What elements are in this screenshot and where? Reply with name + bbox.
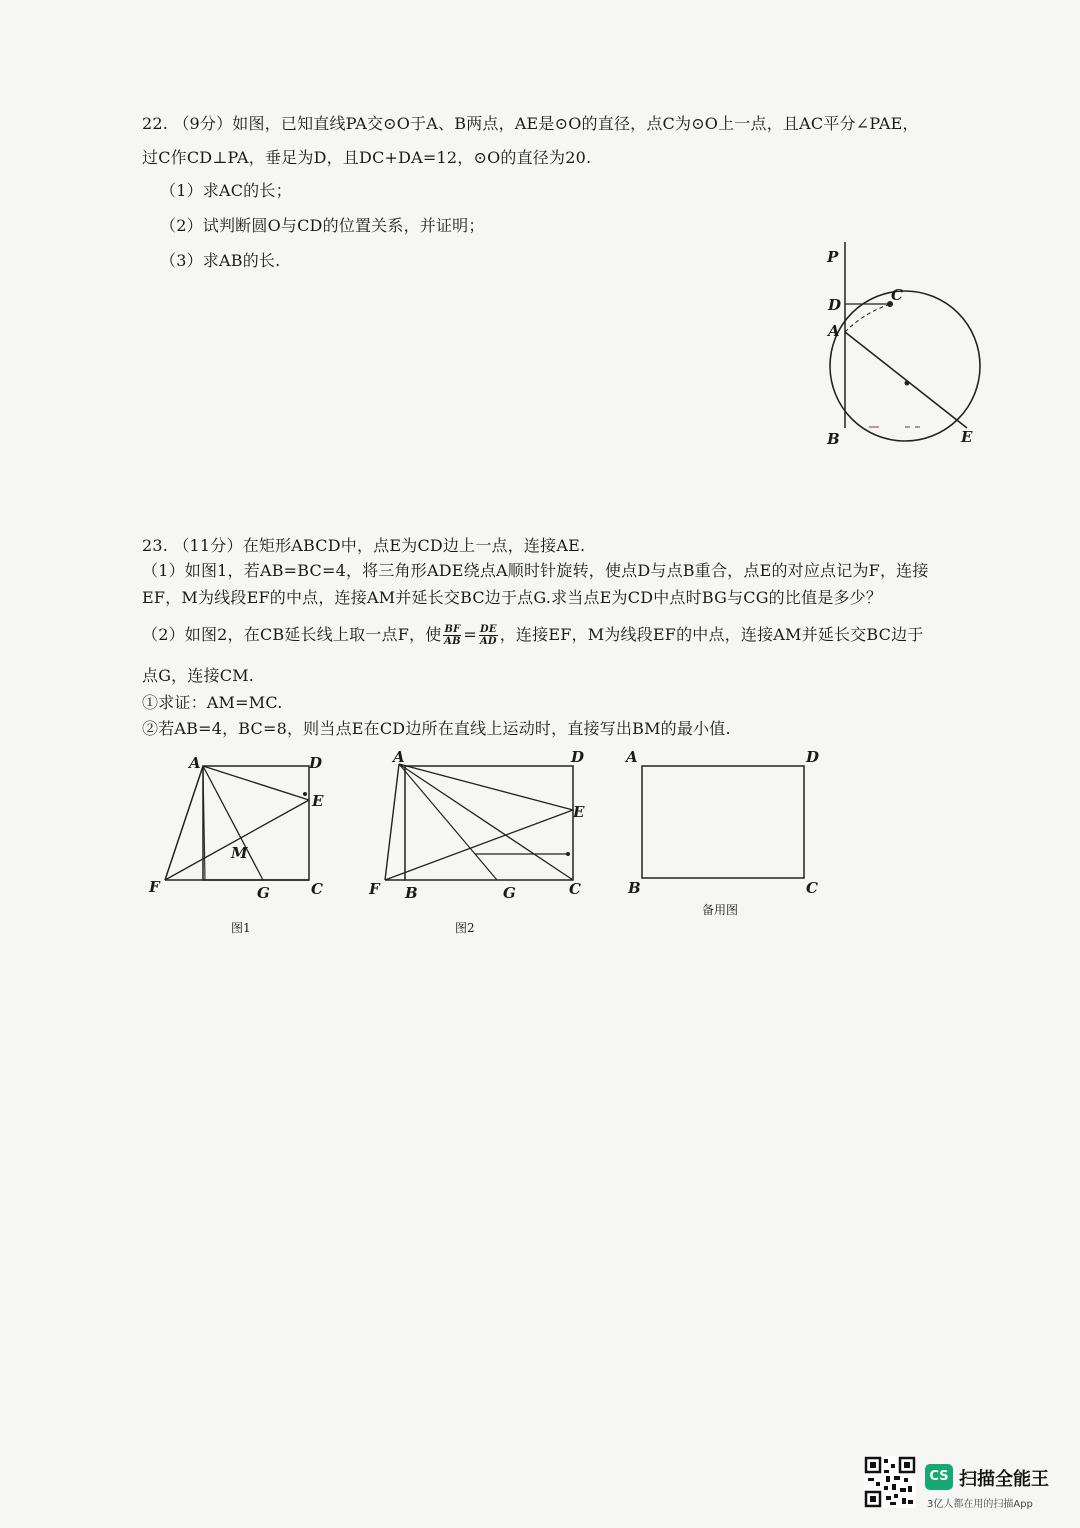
- fig2-label-e: E: [573, 803, 585, 821]
- fig3-label-d: D: [806, 748, 820, 766]
- cs-logo-icon: CS: [925, 1464, 953, 1490]
- fraction-bf-ab: [443, 624, 461, 647]
- fig2-label-g: G: [503, 884, 516, 902]
- q23-sub1: ①求证：AM=MC.: [142, 693, 283, 712]
- fig1-label-g: G: [257, 884, 270, 902]
- q23-part2-line2: 点G，连接CM.: [142, 666, 255, 685]
- scanner-app-name: 扫描全能王: [959, 1469, 1049, 1490]
- fig1-label-m: M: [231, 844, 248, 862]
- q22-part2: （2）试判断圆O与CD的位置关系，并证明；: [160, 216, 485, 235]
- fig1-label-f: F: [149, 878, 160, 896]
- q23-sub2: ②若AB=4，BC=8，则当点E在CD边所在直线上运动时，直接写出BM的最小值.: [142, 719, 731, 738]
- fig2-label-c: C: [569, 880, 581, 898]
- q22-label-d: D: [828, 296, 842, 314]
- q22-part3: （3）求AB的长.: [160, 251, 281, 270]
- q22-stem-line1: 22. （9分）如图，已知直线PA交⊙O于A、B两点，AE是⊙O的直径，点C为⊙O上一点，且AC平分∠PAE，: [142, 114, 919, 133]
- q22-stem-line2: 过C作CD⊥PA，垂足为D，且DC+DA=12，⊙O的直径为20.: [142, 148, 592, 167]
- frac2-numerator: DE: [480, 624, 497, 635]
- q22-part1: （1）求AC的长；: [160, 181, 292, 200]
- q23-spare-figure: [620, 748, 830, 928]
- scanner-tagline: 3亿人都在用的扫描App: [927, 1499, 1033, 1510]
- equals-sign: =: [463, 625, 478, 644]
- fig1-caption: 图1: [231, 921, 251, 935]
- q22-label-c: C: [891, 286, 903, 304]
- q22-label-b: B: [827, 430, 840, 448]
- q23-figure-1: [145, 748, 345, 938]
- frac2-denominator: AD: [479, 636, 497, 647]
- fig2-label-b: B: [405, 884, 418, 902]
- q22-label-e: E: [961, 428, 973, 446]
- fig2-label-a: A: [393, 748, 405, 766]
- fig1-label-e: E: [312, 792, 324, 810]
- q22-circle-figure: [815, 240, 1015, 480]
- q23-part2-line1: [142, 622, 924, 647]
- fig2-caption: 图2: [455, 921, 475, 935]
- qr-code-icon: [864, 1456, 916, 1508]
- fig2-label-f: F: [369, 880, 380, 898]
- fig3-caption: 备用图: [702, 903, 739, 917]
- fig2-label-d: D: [571, 748, 585, 766]
- q22-label-a: A: [828, 322, 840, 340]
- q23-part1-line1: （1）如图1，若AB=BC=4，将三角形ADE绕点A顺时针旋转，使点D与点B重合，点E的对应点记为F，连接: [142, 561, 929, 580]
- fig3-label-b: B: [628, 879, 641, 897]
- q23-figure-2: [365, 748, 595, 938]
- q23-part2-prefix: （2）如图2，在CB延长线上取一点F，使: [142, 625, 442, 644]
- fig3-label-c: C: [806, 879, 818, 897]
- frac1-numerator: BF: [444, 624, 461, 635]
- fig1-label-c: C: [311, 880, 323, 898]
- fraction-de-ad: [479, 624, 498, 647]
- q23-part2-suffix: ，连接EF，M为线段EF的中点，连接AM并延长交BC边于: [499, 625, 924, 644]
- q23-stem: 23. （11分）在矩形ABCD中，点E为CD边上一点，连接AE.: [142, 536, 586, 555]
- fig3-label-a: A: [626, 748, 638, 766]
- q22-label-p: P: [827, 248, 839, 266]
- frac1-denominator: AB: [444, 636, 461, 647]
- q23-part1-line2: EF，M为线段EF的中点，连接AM并延长交BC边于点G.求当点E为CD中点时BG与CG的比值是多少？: [142, 588, 883, 607]
- fig1-label-a: A: [189, 754, 201, 772]
- fig1-label-d: D: [309, 754, 323, 772]
